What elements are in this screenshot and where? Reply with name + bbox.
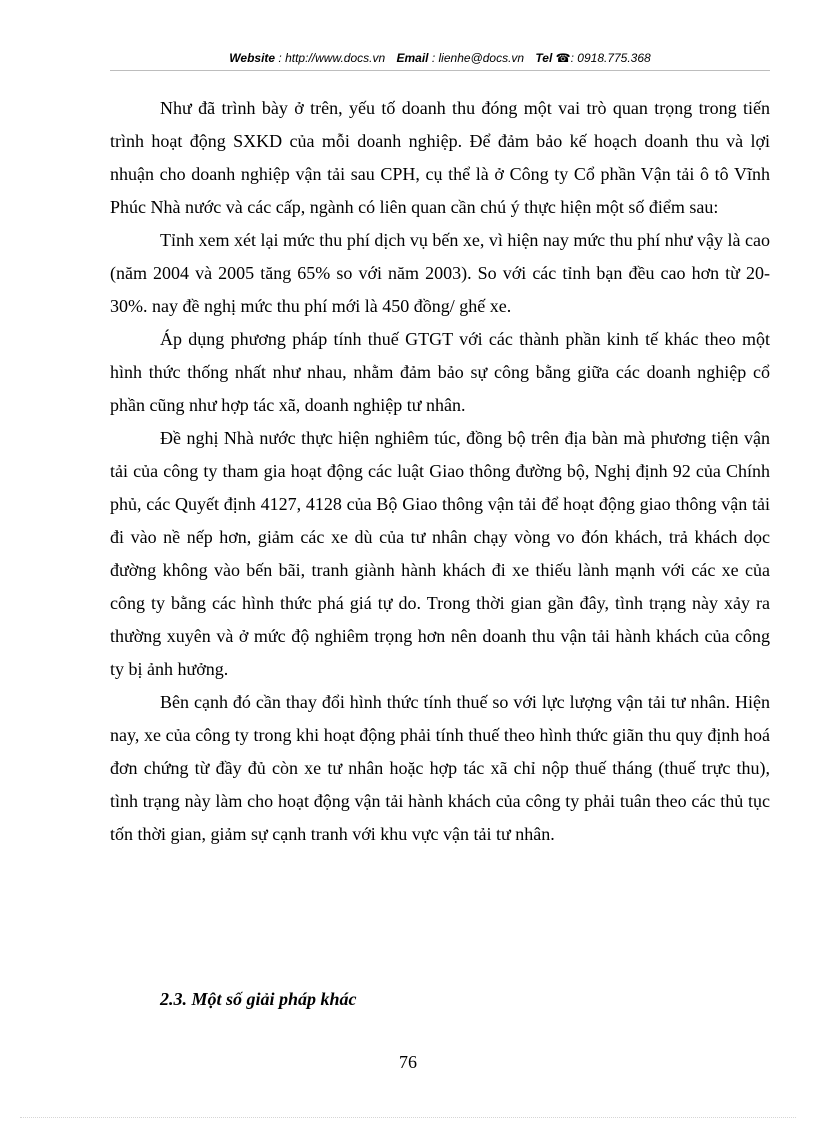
section-heading: 2.3. Một số giải pháp khác <box>160 989 357 1009</box>
website-link[interactable]: : http://www.docs.vn <box>278 51 386 65</box>
footer-divider <box>20 1117 796 1118</box>
paragraph-station-fees: Tỉnh xem xét lại mức thu phí dịch vụ bến xe, vì hiện nay mức thu phí như vậy là cao (năm 2004 và 2005 tăng 65% so với năm 2003). So với các tỉnh bạn đều cao hơn từ 20- 30%. nay đề nghị mức thu phí mới là 450 đồng/ ghế xe. <box>110 230 770 316</box>
paragraph-intro: Như đã trình bày ở trên, yếu tố doanh thu đóng một vai trò quan trọng trong tiến trình hoạt động SXKD của mỗi doanh nghiệp. Để đảm bảo kế hoạch doanh thu và lợi nhuận cho doanh nghiệp vận tải sau CPH, cụ thể là ở Công ty Cổ phần Vận tải ô tô Vĩnh Phúc Nhà nước và các cấp, ngành có liên quan cần chú ý thực hiện một số điểm sau: <box>110 98 770 217</box>
body-text <box>110 92 770 851</box>
paragraph-tax-form: Bên cạnh đó cần thay đổi hình thức tính thuế so với lực lượng vận tải tư nhân. Hiện nay, xe của công ty trong khi hoạt động phải tính thuế theo hình thức giãn thu quy định hoá đơn chứng từ đầy đủ còn xe tư nhân hoặc hợp tác xã chỉ nộp thuế tháng (thuế trực thu), tình trạng này làm cho hoạt động vận tải hành khách của công ty phải tuân theo các thủ tục tốn thời gian, giảm sự cạnh tranh với khu vực vận tải tư nhân. <box>110 692 770 844</box>
paragraph-regulations: Đề nghị Nhà nước thực hiện nghiêm túc, đồng bộ trên địa bàn mà phương tiện vận tải của công ty tham gia hoạt động các luật Giao thông đường bộ, Nghị định 92 của Chính phủ, các Quyết định 4127, 4128 của Bộ Giao thông vận tải để hoạt động giao thông vận tải đi vào nề nếp hơn, giảm các xe dù của tư nhân chạy vòng vo đón khách, trả khách dọc đường không vào bến bãi, tranh giành hành khách đi xe thiếu lành mạnh với các xe của công ty bằng các hình thức phá giá tự do. Trong thời gian gần đây, tình trạng này xảy ra thường xuyên và ở mức độ nghiêm trọng hơn nên doanh thu vận tải hành khách của công ty bị ảnh hưởng. <box>110 428 770 679</box>
page-number: 76 <box>399 1052 417 1072</box>
email-link[interactable]: : lienhe@docs.vn <box>431 51 525 65</box>
tel-label: Tel <box>535 51 553 65</box>
page-header <box>110 50 770 66</box>
phone-icon: ☎ <box>555 51 571 65</box>
website-label: Website <box>229 51 276 65</box>
header-divider <box>110 70 770 71</box>
email-label: Email <box>396 51 429 65</box>
tel-value: : 0918.775.368 <box>570 51 651 65</box>
paragraph-vat-method: Áp dụng phương pháp tính thuế GTGT với các thành phần kinh tế khác theo một hình thức thống nhất như nhau, nhằm đảm bảo sự công bằng giữa các doanh nghiệp cổ phần cũng như hợp tác xã, doanh nghiệp tư nhân. <box>110 329 770 415</box>
